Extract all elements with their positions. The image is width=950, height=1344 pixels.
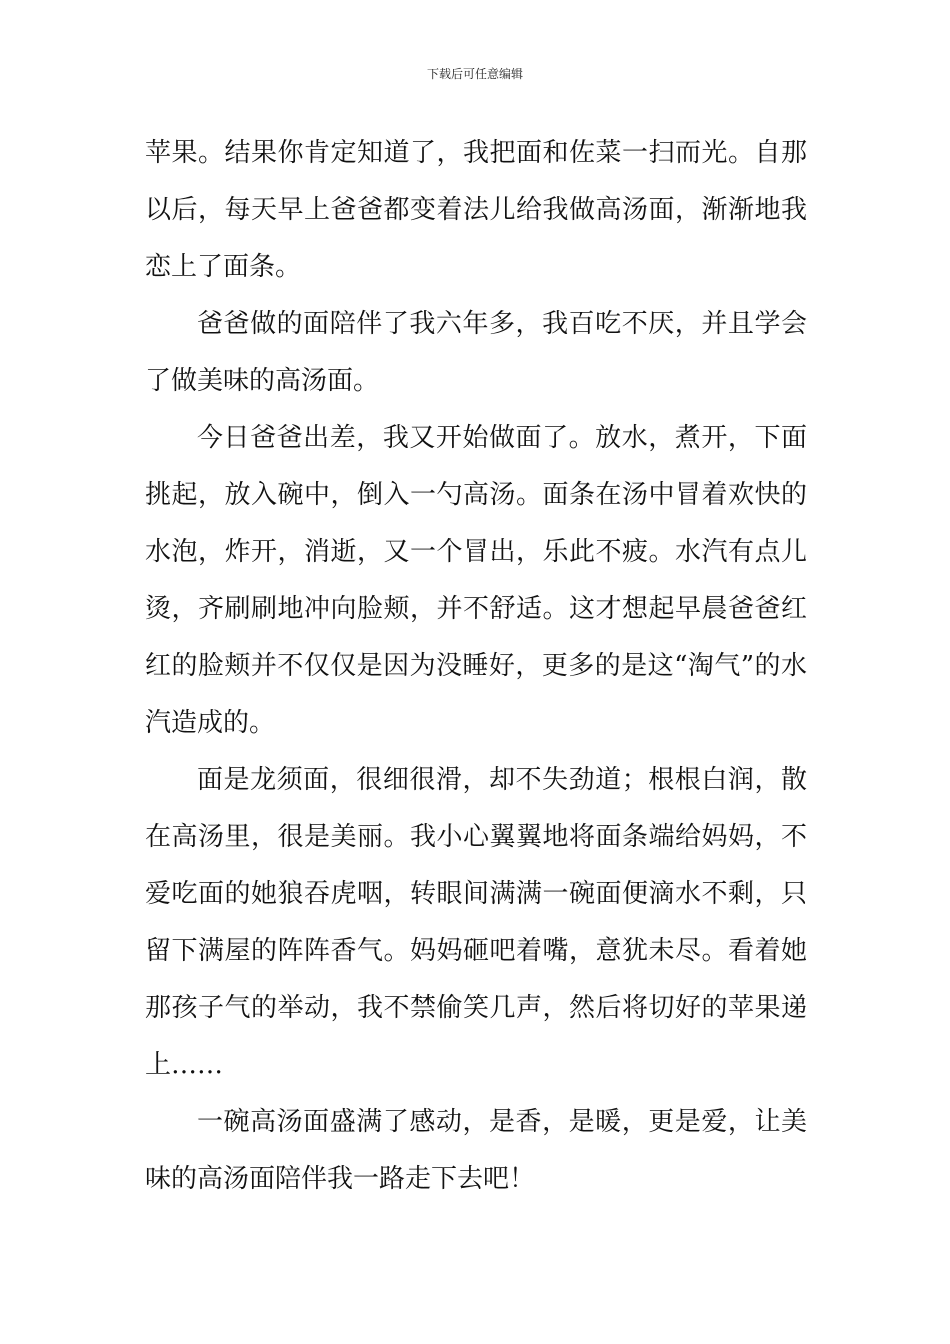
paragraph-1: 苹果。结果你肯定知道了，我把面和佐菜一扫而光。自那以后，每天早上爸爸都变着法儿给我做高汤面，渐渐地我恋上了面条。 <box>145 138 807 282</box>
paragraph-4: 面是龙须面，很细很滑，却不失劲道；根根白润，散在高汤里，很是美丽。我小心翼翼地将面条端给妈妈，不爱吃面的她狼吞虎咽，转眼间满满一碗面便滴水不剩，只留下满屋的阵阵香气。妈妈砸吧着嘴，意犹未尽。看着她那孩子气的举动，我不禁偷笑几声，然后将切好的苹果递上…… <box>145 765 807 1080</box>
paragraph-2: 爸爸做的面陪伴了我六年多，我百吃不厌，并且学会了做美味的高汤面。 <box>145 309 807 396</box>
paragraph-5: 一碗高汤面盛满了感动，是香，是暖，更是爱，让美味的高汤面陪伴我一路走下去吧！ <box>145 1107 807 1194</box>
document-body <box>145 125 807 1208</box>
paragraph-3: 今日爸爸出差，我又开始做面了。放水，煮开，下面挑起，放入碗中，倒入一勺高汤。面条在汤中冒着欢快的水泡，炸开，消逝，又一个冒出，乐此不疲。水汽有点儿烫，齐刷刷地冲向脸颊，并不舒适。这才想起早晨爸爸红红的脸颊并不仅仅是因为没睡好，更多的是这“淘气”的水汽造成的。 <box>145 423 807 738</box>
page-header: 下载后可任意编辑 <box>426 67 523 81</box>
